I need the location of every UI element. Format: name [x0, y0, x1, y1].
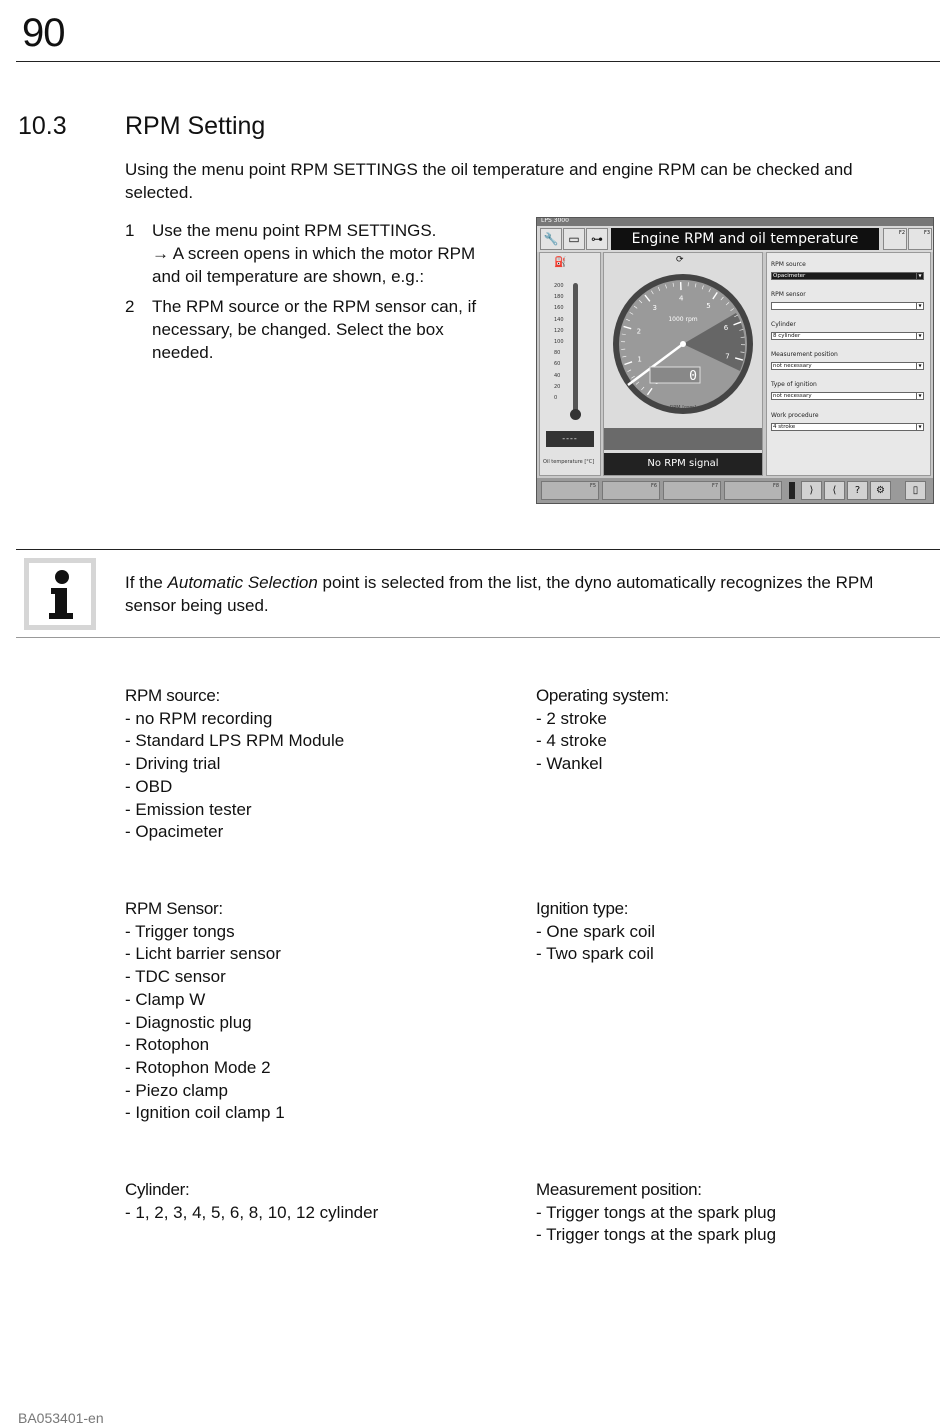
- field-label: RPM source: [771, 261, 806, 268]
- chevron-down-icon[interactable]: ▼: [916, 363, 923, 369]
- header-rule: [16, 61, 940, 62]
- step-number: 2: [125, 297, 135, 316]
- list-item: - 1, 2, 3, 4, 5, 6, 8, 10, 12 cylinder: [125, 1202, 379, 1222]
- rpm-gauge-panel: [603, 252, 763, 476]
- thermometer-tube: [573, 283, 578, 413]
- oil-temp-display: ----: [546, 431, 594, 447]
- f6-key[interactable]: [602, 481, 660, 500]
- list-item: - Wankel: [536, 754, 603, 774]
- list-title: RPM source:: [125, 686, 220, 705]
- f3-label: F3: [923, 230, 930, 236]
- thermometer-tick-label: 40: [554, 372, 561, 379]
- field-value: 4 stroke: [773, 424, 796, 430]
- wrench-icon[interactable]: 🔧: [540, 228, 562, 250]
- chevron-down-icon[interactable]: ▼: [916, 303, 923, 309]
- gauge-hub: [680, 341, 686, 347]
- thermometer-tick-label: 160: [554, 305, 564, 312]
- gauge-number: 4: [679, 294, 684, 303]
- fkey-label: F7: [711, 483, 718, 489]
- measurement-position-select[interactable]: [771, 362, 924, 370]
- thermometer-bulb: [570, 409, 581, 420]
- step-line: → A screen opens in which the motor RPM: [152, 244, 476, 263]
- list-item: - Trigger tongs at the spark plug: [536, 1225, 777, 1245]
- list-title: Cylinder:: [125, 1180, 190, 1199]
- oil-temp-label: Oil temperature [°C]: [543, 459, 595, 465]
- list-item: - Clamp W: [125, 989, 206, 1009]
- gauge-number: 2: [636, 327, 642, 336]
- rpm-settings-form: [766, 252, 931, 476]
- field-value: not necessary: [773, 393, 812, 399]
- ignition-type-select[interactable]: [771, 392, 924, 400]
- list-title: RPM Sensor:: [125, 899, 223, 918]
- chevron-down-icon[interactable]: ▼: [916, 393, 923, 399]
- car-icon[interactable]: ⊶: [586, 228, 608, 250]
- rpm-digital-value: 0: [689, 369, 697, 384]
- reset-icon[interactable]: ⟳: [676, 255, 684, 265]
- step-item: [125, 219, 520, 288]
- document-code: BA053401-en: [18, 1410, 104, 1426]
- list-item: - Piezo clamp: [125, 1080, 228, 1100]
- list-item: - Rotophon: [125, 1035, 210, 1055]
- rpm-sensor-list: [125, 898, 285, 1125]
- info-bottom-rule: [16, 637, 940, 638]
- step-line: and oil temperature are shown, e.g.:: [152, 267, 425, 286]
- measurement-position-list: [536, 1179, 776, 1247]
- thermometer-tick-label: 200: [554, 283, 564, 289]
- oil-can-icon: ⛽: [554, 257, 567, 268]
- window-title: Engine RPM and oil temperature: [611, 228, 879, 250]
- thermometer-tick-label: 0: [554, 395, 558, 401]
- nav-glyph: ▯: [912, 485, 919, 496]
- field-value: not necessary: [773, 363, 812, 369]
- rpm-source-list: [125, 685, 344, 844]
- list-item: - 2 stroke: [536, 708, 607, 728]
- list-item: - Driving trial: [125, 754, 221, 774]
- list-item: - Trigger tongs at the spark plug: [536, 1202, 777, 1222]
- field-label: Work procedure: [771, 412, 819, 419]
- chevron-down-icon[interactable]: ▼: [916, 424, 923, 430]
- rpm-gauge: [612, 273, 754, 415]
- intro-paragraph: Using the menu point RPM SETTINGS the oil temperature and engine RPM can be checked and selected.: [125, 160, 853, 202]
- oil-temperature-panel: [539, 252, 601, 476]
- step-item: [125, 295, 520, 364]
- list-title: Ignition type:: [536, 899, 629, 918]
- list-title: Operating system:: [536, 686, 669, 705]
- exit-door-icon[interactable]: [905, 481, 926, 500]
- page-number: 90: [22, 11, 65, 55]
- chevron-down-icon[interactable]: ▼: [916, 333, 923, 339]
- field-label: Measurement position: [771, 351, 838, 358]
- thermometer-tick-label: 20: [554, 383, 561, 390]
- section-number: 10.3: [18, 112, 67, 140]
- back-arrow-icon[interactable]: [824, 481, 845, 500]
- bar-separator: [789, 482, 795, 499]
- step-line: Use the menu point RPM SETTINGS.: [152, 221, 437, 240]
- info-text-part: If the: [125, 573, 168, 592]
- rpm-source-select[interactable]: [771, 272, 924, 280]
- function-key-bar: [537, 478, 933, 503]
- field-label: Cylinder: [771, 321, 796, 328]
- app-title: LPS 3000: [541, 217, 569, 224]
- f2-label: F2: [898, 230, 905, 236]
- f5-key[interactable]: [541, 481, 599, 500]
- help-icon[interactable]: [847, 481, 868, 500]
- thermometer-tick-label: 180: [554, 294, 564, 301]
- gauge-number: 7: [725, 352, 730, 361]
- nav-glyph: ⟨: [832, 485, 837, 496]
- list-item: - Diagnostic plug: [125, 1012, 252, 1032]
- cylinder-select[interactable]: [771, 332, 924, 340]
- f3-button[interactable]: [908, 228, 932, 250]
- gauge-number: 5: [706, 302, 711, 311]
- list-item: - OBD: [125, 776, 173, 796]
- gauge-scale-label: 1000 rpm: [668, 316, 698, 323]
- fkey-label: F6: [650, 483, 657, 489]
- step-line: necessary, be changed. Select the box: [152, 320, 444, 339]
- f2-button[interactable]: [883, 228, 907, 250]
- section-title: RPM Setting: [125, 112, 266, 140]
- thermometer-tick-label: 60: [554, 361, 561, 368]
- list-item: - no RPM recording: [125, 708, 273, 728]
- list-item: - Two spark coil: [536, 944, 654, 964]
- list-item: - 4 stroke: [536, 731, 607, 751]
- info-text-italic: Automatic Selection: [167, 573, 318, 592]
- step-line: needed.: [152, 343, 214, 362]
- rpm-settings-screenshot: [536, 217, 934, 504]
- field-label: RPM sensor: [771, 291, 806, 298]
- f8-key[interactable]: [724, 481, 782, 500]
- step-list: [125, 219, 520, 364]
- list-item: - Opacimeter: [125, 822, 224, 842]
- work-procedure-select[interactable]: [771, 423, 924, 431]
- gauge-number: 3: [652, 304, 658, 313]
- list-item: - Rotophon Mode 2: [125, 1057, 271, 1077]
- list-item: - Emission tester: [125, 799, 252, 819]
- engine-icon[interactable]: ▭: [563, 228, 585, 250]
- gauge-number: 1: [637, 355, 642, 364]
- fkey-label: F5: [589, 483, 596, 489]
- fkey-label: F8: [772, 483, 779, 489]
- dyno-icon[interactable]: ⚙: [870, 481, 891, 500]
- chevron-down-icon[interactable]: ▼: [916, 273, 923, 279]
- rpm-unit-label: RPM [rpm]: [669, 405, 697, 411]
- screenshot-titlebar: [537, 218, 933, 226]
- step-number: 1: [125, 221, 135, 240]
- list-item: - Standard LPS RPM Module: [125, 731, 345, 751]
- field-value: Opacimeter: [773, 273, 806, 279]
- field-label: Type of ignition: [771, 381, 817, 388]
- nav-glyph: ?: [854, 485, 861, 496]
- thermometer-tick-label: 100: [554, 339, 564, 345]
- info-text-part: point is selected from the list, the dyno automatically recognizes the RPM sensor being used.: [125, 573, 874, 615]
- thermometer-tick-label: 140: [554, 316, 564, 323]
- field-value: 8 cylinder: [773, 333, 801, 339]
- thermometer-tick-label: 120: [554, 327, 564, 334]
- step-line: The RPM source or the RPM sensor can, if: [152, 297, 477, 316]
- rpm-bar: [604, 428, 762, 450]
- list-item: - One spark coil: [536, 921, 656, 941]
- cylinder-list: [125, 1179, 378, 1224]
- rpm-sensor-select[interactable]: [771, 302, 924, 310]
- ignition-type-list: [536, 898, 655, 966]
- list-item: - TDC sensor: [125, 967, 226, 987]
- list-item: - Licht barrier sensor: [125, 944, 281, 964]
- list-item: - Trigger tongs: [125, 921, 235, 941]
- info-text: [125, 571, 915, 617]
- thermometer-tick-label: 80: [554, 350, 561, 357]
- next-arrow-icon[interactable]: [801, 481, 822, 500]
- list-title: Measurement position:: [536, 1180, 702, 1199]
- info-icon: [24, 558, 96, 630]
- nav-glyph: ⟩: [809, 485, 814, 496]
- list-item: - Ignition coil clamp 1: [125, 1103, 285, 1123]
- gauge-number: 6: [723, 324, 729, 333]
- f7-key[interactable]: [663, 481, 721, 500]
- info-top-rule: [16, 549, 940, 550]
- rpm-status: No RPM signal: [604, 453, 762, 475]
- operating-system-list: [536, 685, 669, 776]
